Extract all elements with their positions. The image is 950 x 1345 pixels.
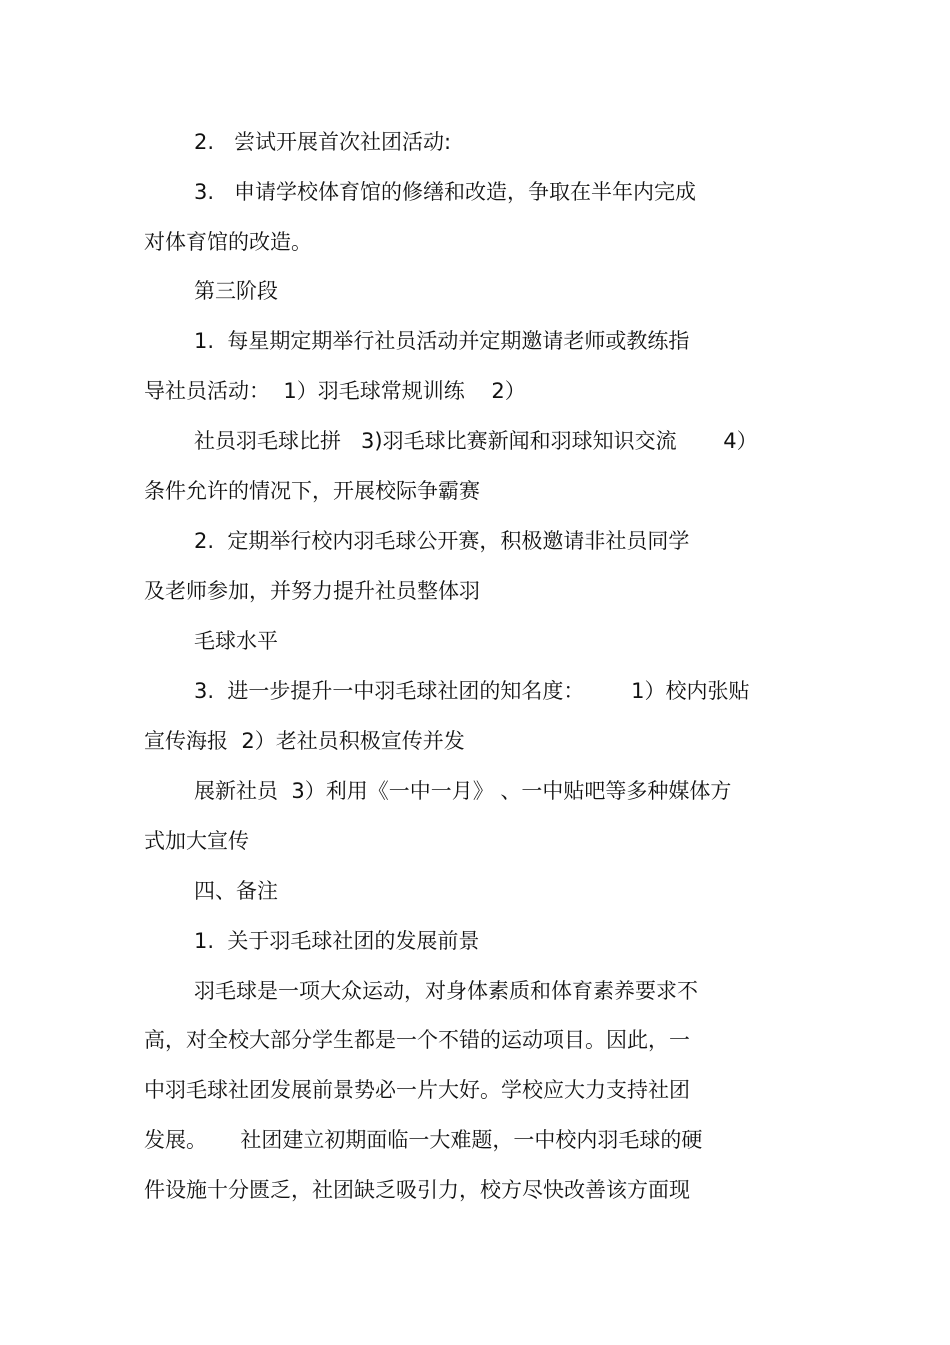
text-line: 羽毛球是一项大众运动，对身体素质和体育素养要求不	[194, 979, 698, 1003]
text-line: 社员羽毛球比拼 3)羽毛球比赛新闻和羽球知识交流 4）	[194, 429, 758, 453]
text-line: 及老师参加，并努力提升社员整体羽	[144, 579, 480, 603]
text-line: 3. 申请学校体育馆的修缮和改造，争取在半年内完成	[194, 180, 697, 204]
text-line: 发展。 社团建立初期面临一大难题，一中校内羽毛球的硬	[144, 1128, 703, 1152]
section-heading: 第三阶段	[194, 279, 278, 303]
text-line: 式加大宣传	[144, 829, 249, 853]
text-line: 条件允许的情况下，开展校际争霸赛	[144, 479, 480, 503]
text-line: 1. 关于羽毛球社团的发展前景	[194, 929, 480, 953]
text-line: 2. 尝试开展首次社团活动:	[194, 130, 452, 154]
text-line: 展新社员 3）利用《一中一月》 、一中贴吧等多种媒体方	[194, 779, 732, 803]
text-line: 3. 进一步提升一中羽毛球社团的知名度： 1）校内张贴	[194, 679, 750, 703]
text-line: 2. 定期举行校内羽毛球公开赛，积极邀请非社员同学	[194, 529, 690, 553]
text-line: 宣传海报 2）老社员积极宣传并发	[144, 729, 465, 753]
text-line: 1. 每星期定期举行社员活动并定期邀请老师或教练指	[194, 329, 690, 353]
text-line: 件设施十分匮乏，社团缺乏吸引力，校方尽快改善该方面现	[144, 1178, 690, 1202]
text-line: 导社员活动： 1）羽毛球常规训练 2）	[144, 379, 526, 403]
text-line: 中羽毛球社团发展前景势必一片大好。学校应大力支持社团	[144, 1078, 690, 1102]
text-line: 毛球水平	[194, 629, 278, 653]
text-line: 高，对全校大部分学生都是一个不错的运动项目。因此，一	[144, 1028, 690, 1052]
section-heading: 四、备注	[194, 879, 278, 903]
text-line: 对体育馆的改造。	[144, 230, 312, 254]
